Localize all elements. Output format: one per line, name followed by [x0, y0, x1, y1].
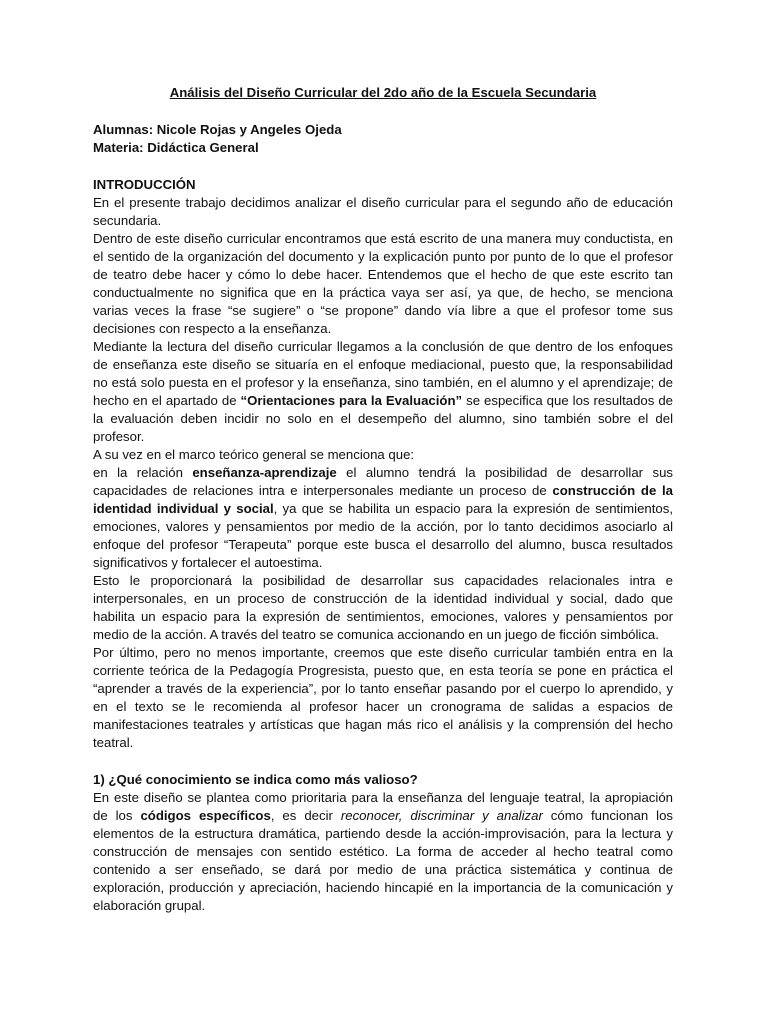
intro-paragraph-3 [93, 338, 673, 446]
paragraph-text: se especifica que los resultados de la evaluación deben incidir no solo en el desempeño del alumno, sino también sobre el del profesor. [93, 393, 673, 444]
students-line: Alumnas: Nicole Rojas y Angeles Ojeda [93, 122, 342, 137]
intro-paragraph-7: Por último, pero no menos importante, creemos que este diseño curricular también entra en la corriente teórica de la Pedagogía Progresista, puesto que, en esta teoría se pone en práctica el “aprender a través de la experiencia”, por lo tanto enseñar pasando por el cuerpo lo aprendido, y en el texto se le recomienda al profesor hacer un cronograma de salidas a espacios de manifestaciones teatrales y artísticas que hagan más rico el análisis y la comprensión del hecho teatral. [93, 645, 673, 750]
bold-term: códigos específicos [140, 808, 271, 823]
spacer [93, 102, 673, 121]
italic-term: reconocer, discriminar y analizar [340, 808, 543, 823]
question-1-heading: 1) ¿Qué conocimiento se indica como más valioso? [93, 772, 418, 787]
paragraph-text: , es decir [270, 808, 341, 823]
paragraph-text: en la relación [93, 465, 193, 480]
intro-paragraph-2: Dentro de este diseño curricular encontramos que está escrito de una manera muy conductista, en el sentido de la organización del documento y la explicación punto por punto de lo que el profesor de teatro debe hacer y cómo lo debe hacer. Entendemos que el hecho de que este escrito tan conductualmente no significa que en la práctica vaya ser así, ya que, de hecho, se menciona varias veces la frase “se sugiere” o “se propone” dando vía libre a que el profesor tome sus decisiones con respecto a la enseñanza. [93, 231, 673, 336]
intro-paragraph-6: Esto le proporcionará la posibilidad de desarrollar sus capacidades relacionales intra e interpersonales, en un proceso de construcción de la identidad individual y social, dado que habilita un espacio para la expresión de sentimientos, emociones, valores y pensamientos por medio de la acción. A través del teatro se comunica accionando en un juego de ficción simbólica. [93, 573, 673, 642]
document-page [93, 84, 673, 915]
evaluation-section-reference: “Orientaciones para la Evaluación” [240, 393, 463, 408]
document-title: Análisis del Diseño Curricular del 2do año de la Escuela Secundaria [169, 85, 597, 100]
paragraph-text: el alumno tendrá la posibilidad de desarrollar sus capacidades de relaciones intra e interpersonales mediante un proceso de [93, 465, 673, 498]
paragraph-text: cómo funcionan los elementos de la estructura dramática, partiendo desde la acción-improvisación, para la lectura y construcción de mensajes con sentido estético. La forma de acceder al hecho teatral como contenido a ser enseñado, se dará por medio de una práctica sistemática y continua de exploración, producción y apreciación, haciendo hincapié en la importancia de la comunicación y elaboración grupal. [93, 808, 674, 913]
intro-paragraph-1: En el presente trabajo decidimos analizar el diseño curricular para el segundo año de educación secundaria. [93, 195, 673, 228]
intro-paragraph-5 [93, 464, 673, 572]
intro-heading: INTRODUCCIÓN [93, 177, 196, 192]
bold-term: enseñanza-aprendizaje [192, 465, 337, 480]
spacer [93, 157, 673, 176]
intro-paragraph-4: A su vez en el marco teórico general se menciona que: [93, 447, 415, 462]
question-1-paragraph [93, 789, 673, 915]
paragraph-text: , ya que se habilita un espacio para la expresión de sentimientos, emociones, valores y pensamientos por medio de la acción, por lo tanto decidimos asociarlo al enfoque del profesor “Terapeuta” porque este busca el desarrollo del alumno, busca resultados significativos y fortalecer el autoestima. [93, 501, 673, 570]
spacer [93, 752, 673, 771]
paragraph-text: Mediante la lectura del diseño curricular llegamos a la conclusión de que dentro de los enfoques de enseñanza este diseño se situaría en el enfoque mediacional, puesto que, la responsabilidad no está solo puesta en el profesor y la enseñanza, sino también, en el alumno y el aprendizaje; de hecho en el apartado de [93, 339, 673, 408]
paragraph-text: En este diseño se plantea como prioritaria para la enseñanza del lenguaje teatral, la apropiación de los [93, 790, 673, 823]
bold-term: construcción de la identidad individual y social [93, 483, 673, 516]
subject-line: Materia: Didáctica General [93, 140, 259, 155]
